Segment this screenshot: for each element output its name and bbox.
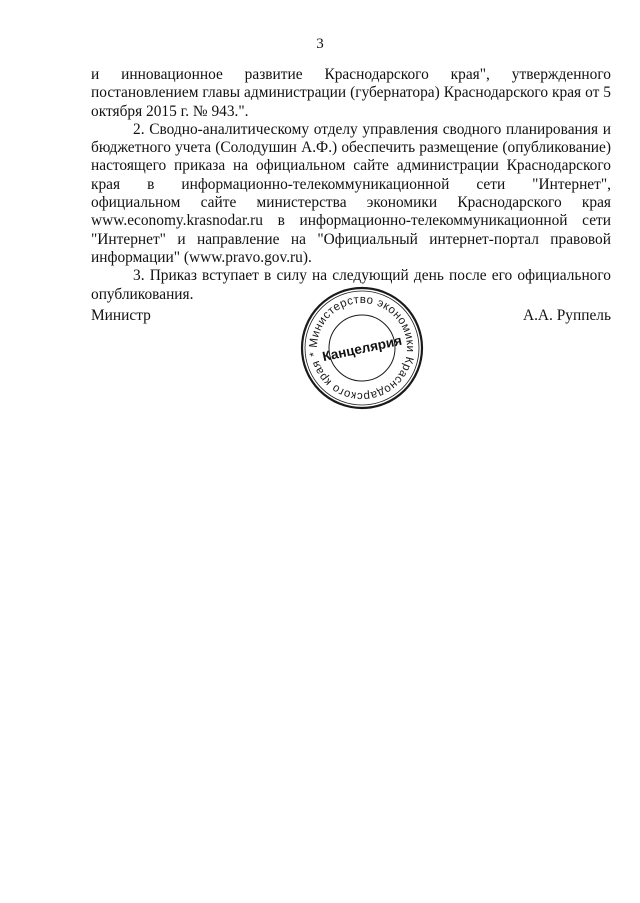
page-number: 3 bbox=[316, 36, 324, 52]
document-body bbox=[91, 66, 611, 304]
paragraph-2: 2. Сводно-аналитическому отделу управления сводного планирования и бюджетного учета (Солодушин А.Ф.) обеспечить размещение (опубликование) настоящего приказа на официальном сайте администрации Краснодарского края в информационно-телекоммуникационной сети "Интернет", официальном сайте министерства экономики Краснодарского края www.economy.krasnodar.ru в информационно-телекоммуникационной сети "Интернет" и направление на "Официальный интернет-портал правовой информации" (www.pravo.gov.ru). bbox=[91, 120, 611, 266]
office-stamp bbox=[299, 285, 425, 411]
signatory-title: Министр bbox=[91, 307, 151, 324]
stamp-center-text: Канцелярия bbox=[321, 332, 404, 365]
stamp-ring-textpath: Министерство экономики Краснодарского края * bbox=[307, 293, 417, 403]
paragraph-3: 3. Приказ вступает в силу на следующий день после его официального опубликования. bbox=[91, 267, 611, 303]
stamp-graphic bbox=[299, 285, 425, 411]
paragraph-1-continuation: постановлением главы администрации (губернатора) Краснодарского края от 5 октября 2015 г. № 943.". bbox=[91, 84, 611, 120]
paragraph-1-first-line: и инновационное развитие Краснодарского края", утвержденного bbox=[91, 66, 611, 83]
signatory-name: А.А. Руппель bbox=[522, 307, 611, 324]
